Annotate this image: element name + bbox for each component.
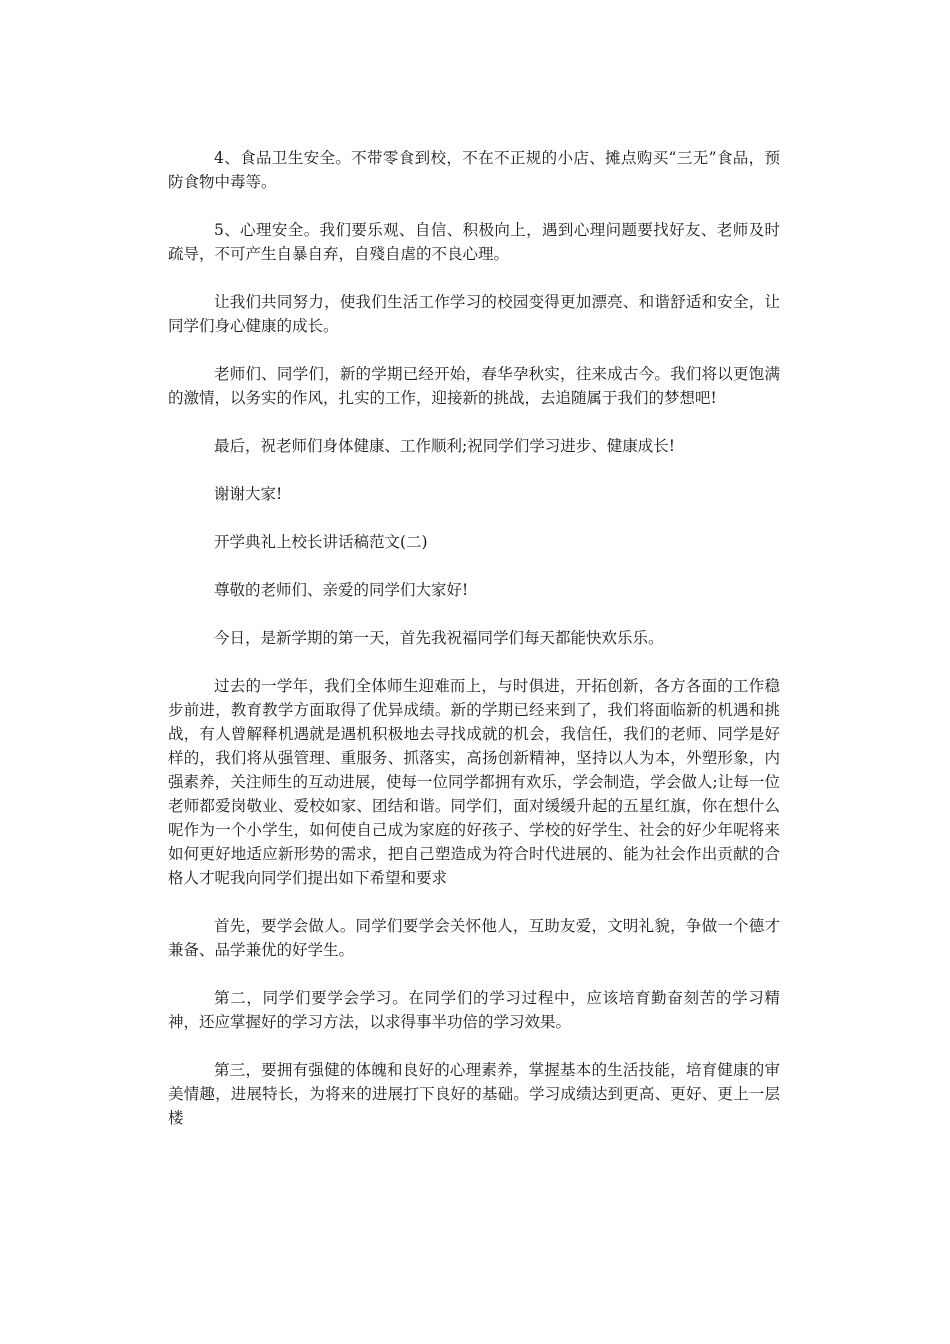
paragraph-mental-safety: 5、心理安全。我们要乐观、自信、积极向上，遇到心理问题要找好友、老师及时疏导，不可产生自暴自弃，自殘自虐的不良心理。 bbox=[168, 221, 780, 263]
paragraph-second: 第二，同学们要学会学习。在同学们的学习过程中，应该培育勤奋刻苦的学习精神，还应掌握好的学习方法，以求得事半功倍的学习效果。 bbox=[168, 989, 780, 1031]
paragraph-first: 首先，要学会做人。同学们要学会关怀他人，互助友爱，文明礼貌，争做一个德才兼备、品学兼优的好学生。 bbox=[168, 917, 780, 959]
paragraph-third: 第三，要拥有强健的体魄和良好的心理素养，掌握基本的生活技能，培育健康的审美情趣，进展特长，为将来的进展打下良好的基础。学习成绩达到更高、更好、更上一层楼 bbox=[168, 1061, 780, 1127]
paragraph-best-wishes: 最后，祝老师们身体健康、工作顺利;祝同学们学习进步、健康成长! bbox=[214, 437, 675, 455]
document-body bbox=[168, 146, 780, 1154]
paragraph-thanks: 谢谢大家! bbox=[214, 485, 283, 503]
paragraph-today: 今日，是新学期的第一天，首先我祝福同学们每天都能快欢乐乐。 bbox=[214, 629, 664, 647]
paragraph-past-year: 过去的一学年，我们全体师生迎难而上，与时俱进，开拓创新，各方各面的工作稳步前进，教育教学方面取得了优异成绩。新的学期已经来到了，我们将面临新的机遇和挑战，有人曾解释机遇就是遇机积极地去寻找成就的机会，我信任，我们的老师、同学是好样的，我们将从强管理、重服务、抓落实，高扬创新精神，坚持以人为本，外塑形象，内强素养，关注师生的互动进展，使每一位同学都拥有欢乐，学会制造，学会做人;让每一位老师都爱岗敬业、爱校如家、团结和谐。同学们，面对缓缓升起的五星红旗，你在想什么呢作为一个小学生，如何使自己成为家庭的好孩子、学校的好学生、社会的好少年呢将来如何更好地适应新形势的需求，把自己塑造成为符合时代进展的、能为社会作出贡献的合格人才呢我向同学们提出如下希望和要求 bbox=[168, 677, 780, 887]
paragraph-food-safety: 4、食品卫生安全。不带零食到校，不在不正规的小店、摊点购买“三无”食品，预防食物中毒等。 bbox=[168, 149, 780, 191]
section-title: 开学典礼上校长讲话稿范文(二) bbox=[214, 533, 428, 551]
paragraph-new-term: 老师们、同学们，新的学期已经开始，春华孕秋实，往来成古今。我们将以更饱满的激情，以务实的作风，扎实的工作，迎接新的挑战，去追随属于我们的梦想吧! bbox=[168, 365, 780, 407]
paragraph-work-together: 让我们共同努力，使我们生活工作学习的校园变得更加漂亮、和谐舒适和安全，让同学们身心健康的成长。 bbox=[168, 293, 780, 335]
paragraph-greeting: 尊敬的老师们、亲爱的同学们大家好! bbox=[214, 581, 469, 599]
